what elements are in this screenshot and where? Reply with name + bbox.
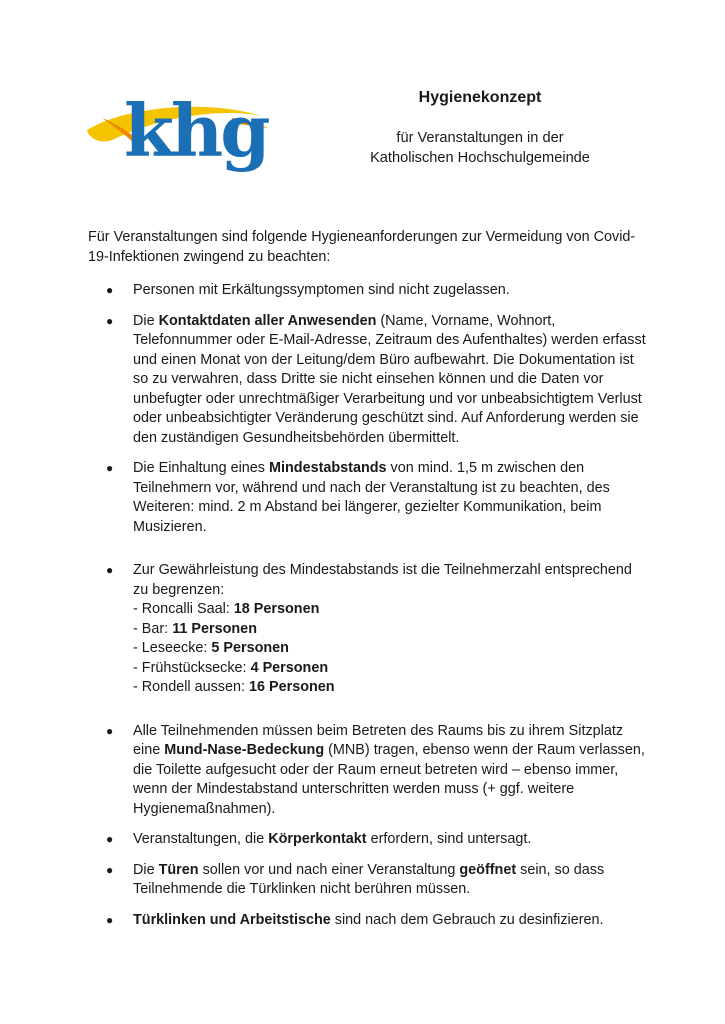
rule-emphasis: Türen: [158, 861, 199, 878]
subtitle-line-2: Katholischen Hochschulgemeinde: [370, 150, 590, 166]
rule-item: [88, 281, 648, 301]
room-capacity-list: [133, 600, 648, 698]
room-name: - Bar:: [133, 620, 173, 637]
rule-text-pre: Veranstaltungen, die: [133, 831, 269, 847]
document-title: Hygienekonzept: [418, 89, 542, 106]
rule-text-post: (MNB) tragen, ebenso wenn der Raum verlassen, die Toilette aufgesucht oder der Raum erneut betreten wird – ebenso immer, wenn der Mindestabstand unterschritten werden muss (+ ggf. weitere Hygienemaßnahmen).: [133, 742, 645, 817]
rule-text-post: (Name, Vorname, Wohnort, Telefonnummer oder E-Mail-Adresse, Zeitraum des Aufenthaltes) werden erfasst und einen Monat von der Leitung/dem Büro aufbewahrt. Die Dokumentation ist so zu verwahren, dass Dritte sie nicht einsehen können und die Daten vor unbefugter oder unrechtmäßiger Verarbeitung und vor unbeabsichtigtem Verlust oder unbeabsichtigter Veränderung geschützt sind. Auf Anforderung werden sie den zuständigen Gesundheitsbehörden übermittelt.: [133, 312, 646, 446]
room-capacity-item: [133, 678, 648, 698]
room-name: - Rondell aussen:: [133, 679, 249, 695]
rule-text-pre: Alle Teilnehmenden müssen beim Betreten des Raums bis zu ihrem Sitzplatz eine: [133, 722, 624, 758]
rule-text-pre: Die: [133, 312, 159, 329]
room-capacity-item: [133, 600, 648, 620]
khg-logo: [82, 78, 272, 178]
room-capacity-item: [133, 639, 648, 659]
subtitle-line-1: für Veranstaltungen in der: [396, 130, 564, 146]
rule-item: [88, 861, 648, 900]
room-capacity-item: [133, 620, 648, 640]
logo-text: khg: [124, 88, 268, 173]
rule-item: [88, 459, 648, 537]
bullet-icon: ●: [106, 832, 114, 846]
rule-text-pre: Die: [133, 861, 159, 878]
rule-emphasis: geöffnet: [459, 861, 517, 878]
rule-emphasis: Mindestabstands: [269, 460, 387, 476]
bullet-icon: ●: [106, 723, 114, 738]
bullet-icon: ●: [106, 313, 114, 328]
rule-text-pre: Die Einhaltung eines: [133, 460, 270, 476]
intro-paragraph: Für Veranstaltungen sind folgende Hygieneanforderungen zur Vermeidung von Covid-19-Infektionen zwingend zu beachten:: [88, 229, 636, 265]
rule-item: [88, 312, 648, 449]
rule-text-mid: sollen vor und nach einer Veranstaltung: [198, 861, 460, 878]
document-subtitle: [330, 128, 630, 168]
room-capacity: 16 Personen: [249, 679, 335, 695]
rule-item: [88, 830, 648, 850]
room-capacity: 18 Personen: [233, 601, 320, 617]
rule-text: Zur Gewährleistung des Mindestabstands ist die Teilnehmerzahl entsprechend zu begrenzen:: [133, 562, 632, 598]
bullet-icon: ●: [106, 283, 114, 297]
room-capacity: 11 Personen: [172, 620, 257, 637]
room-name: - Roncalli Saal:: [133, 601, 234, 617]
rule-emphasis: Türklinken und Arbeitstische: [133, 911, 331, 928]
room-name: - Leseecke:: [133, 640, 212, 656]
rule-emphasis: Mund-Nase-Bedeckung: [164, 742, 325, 758]
bullet-icon: ●: [106, 862, 114, 877]
document-header: [330, 88, 630, 168]
rule-emphasis: Kontaktdaten aller Anwesenden: [158, 312, 377, 329]
khg-logo-graphic: [82, 78, 272, 178]
bullet-icon: ●: [106, 563, 114, 577]
rule-text-post: sind nach dem Gebrauch zu desinfizieren.: [330, 911, 604, 928]
rule-text: Personen mit Erkältungssymptomen sind nicht zugelassen.: [133, 282, 510, 298]
bullet-icon: ●: [106, 461, 114, 475]
rule-item: [88, 722, 648, 820]
room-name: - Frühstücksecke:: [133, 659, 251, 676]
rule-text-post: erfordern, sind untersagt.: [366, 831, 532, 847]
rule-text-post: von mind. 1,5 m zwischen den Teilnehmern vor, während und nach der Veranstaltung ist zu beachten, des Weiteren: mind. 2 m Abstand bei längerer, gezielter Kommunikation, beim Musizieren.: [133, 460, 610, 535]
rule-item: [88, 911, 648, 931]
rules-list: [88, 281, 648, 941]
room-capacity: 5 Personen: [211, 640, 289, 656]
room-capacity-item: [133, 659, 648, 679]
rule-text-post: sein, so dass Teilnehmende die Türklinken nicht berühren müssen.: [133, 861, 605, 897]
rule-emphasis: Körperkontakt: [268, 831, 367, 847]
bullet-icon: ●: [106, 912, 114, 927]
room-capacity: 4 Personen: [250, 659, 329, 676]
rule-item: [88, 561, 648, 698]
